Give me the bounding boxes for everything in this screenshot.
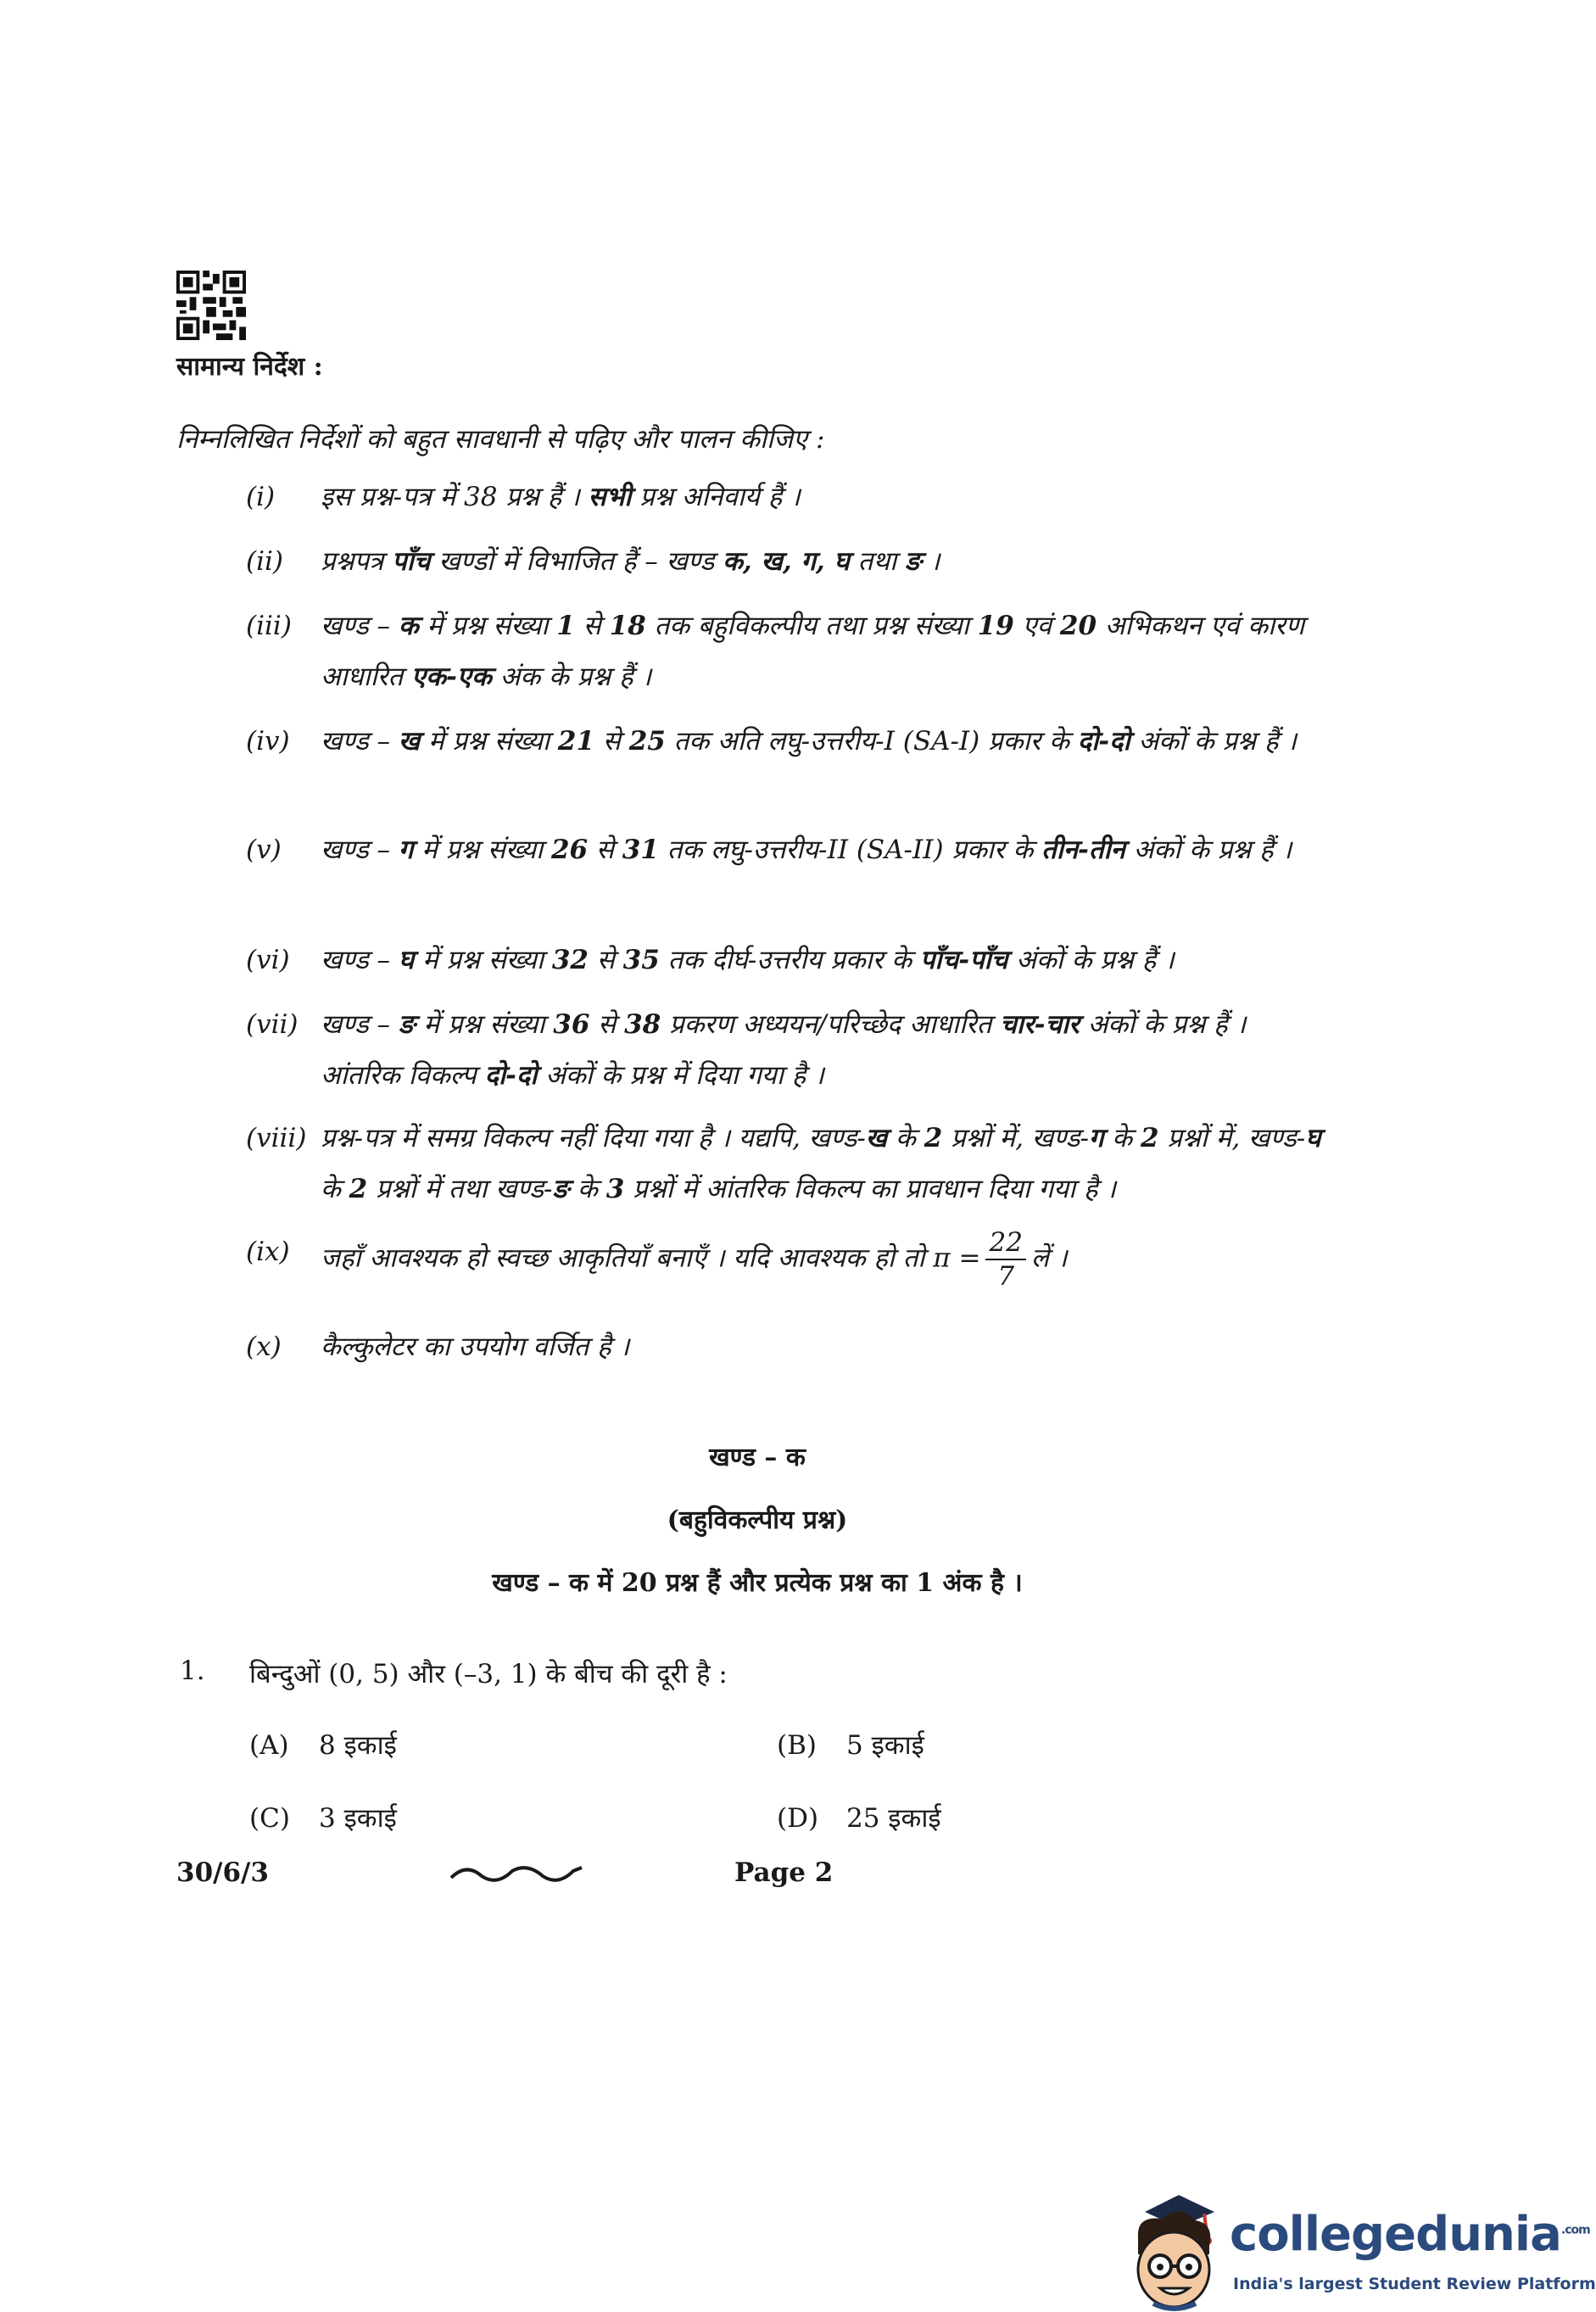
instruction-item (246, 600, 1323, 702)
instruction-number: (iv) (246, 726, 290, 757)
instruction-number: (v) (246, 835, 282, 865)
instruction-number: (vii) (246, 1009, 299, 1040)
instruction-item (246, 472, 1323, 522)
instruction-text: इस प्रश्न-पत्र में 38 प्रश्न हैं । सभी प्रश्न अनिवार्य हैं । (321, 482, 801, 512)
section-subtitle: (बहुविकल्पीय प्रश्न) (667, 1505, 848, 1535)
instructions-intro: निम्नलिखित निर्देशों को बहुत सावधानी से पढ़िए और पालन कीजिए : (176, 424, 825, 455)
paper-code: 30/6/3 (176, 1857, 269, 1888)
wavy-line-icon (449, 1861, 585, 1886)
question-text: बिन्दुओं (0, 5) और (–3, 1) के बीच की दूरी है : (249, 1659, 728, 1689)
general-instructions-heading: सामान्य निर्देश : (176, 352, 323, 382)
instruction-item (246, 1321, 1323, 1372)
instruction-text: जहाँ आवश्यक हो स्वच्छ आकृतियाँ बनाएँ । यदि आवश्यक हो तो π = $\frac{22}{7}$ लें । (321, 1227, 1068, 1292)
instruction-text: खण्ड – ग में प्रश्न संख्या 26 से 31 तक लघु-उत्तरीय-II (SA-II) प्रकार के तीन-तीन अंकों के प्रश्न हैं । (321, 835, 1292, 865)
pi-symbol: π = (933, 1243, 981, 1274)
section-title: खण्ड – क (709, 1443, 806, 1472)
instruction-item (246, 935, 1323, 986)
instruction-number: (ii) (246, 546, 284, 577)
instruction-item (246, 1226, 1323, 1293)
instruction-text: प्रश्नपत्र पाँच खण्डों में विभाजित हैं – खण्ड क, ख, ग, घ तथा ङ । (321, 546, 940, 577)
logo-name: collegedunia$^{.com}$ (1230, 2207, 1590, 2262)
fraction-22-over-7: $\frac{22}{7}$ (985, 1226, 1025, 1293)
instruction-text: प्रश्न-पत्र में समग्र विकल्प नहीं दिया गया है । यद्यपि, खण्ड-ख के 2 प्रश्नों में, खण्ड-ग के 2 प्रश्नों में, खण्ड-घ के 2 प्रश्नों में तथा खण्ड-ङ के 3 प्रश्नों में आंतरिक विकल्प का प्रावधान दिया गया है । (321, 1123, 1321, 1204)
instruction-text: खण्ड – घ में प्रश्न संख्या 32 से 35 तक दीर्घ-उत्तरीय प्रकार के पाँच-पाँच अंकों के प्रश्न हैं । (321, 945, 1175, 975)
question-number: 1. (180, 1656, 205, 1686)
instruction-number: (iii) (246, 611, 292, 641)
section-note: खण्ड – क में 20 प्रश्न हैं और प्रत्येक प्रश्न का 1 अंक है । (492, 1568, 1023, 1598)
option-b: (B) 5 इकाई (777, 1730, 924, 1761)
mascot-icon (1119, 2186, 1230, 2312)
instruction-number: (x) (246, 1332, 282, 1362)
instruction-item (246, 536, 1323, 587)
option-c: (C) 3 इकाई (249, 1803, 397, 1834)
instruction-text: खण्ड – ख में प्रश्न संख्या 21 से 25 तक अति लघु-उत्तरीय-I (SA-I) प्रकार के दो-दो अंकों के प्रश्न हैं । (321, 726, 1297, 757)
instruction-number: (viii) (246, 1123, 307, 1153)
instruction-item (246, 1113, 1323, 1215)
instruction-text: खण्ड – ङ में प्रश्न संख्या 36 से 38 प्रकरण अध्ययन/परिच्छेद आधारित चार-चार अंकों के प्रश्न हैं । आंतरिक विकल्प दो-दो अंकों के प्रश्न में दिया गया है । (321, 1009, 1247, 1091)
qr-code (176, 270, 246, 341)
page-number: Page 2 (734, 1857, 834, 1888)
instruction-text: कैल्कुलेटर का उपयोग वर्जित है । (321, 1332, 630, 1362)
logo-tagline: India's largest Student Review Platform (1233, 2275, 1596, 2293)
instruction-item (246, 824, 1323, 875)
instruction-item (246, 716, 1323, 767)
instruction-number: (vi) (246, 945, 290, 975)
option-d: (D) 25 इकाई (777, 1803, 941, 1834)
instruction-number: (i) (246, 482, 276, 512)
instruction-item (246, 999, 1323, 1101)
option-a: (A) 8 इकाई (249, 1730, 397, 1761)
instruction-text: खण्ड – क में प्रश्न संख्या 1 से 18 तक बहुविकल्पीय तथा प्रश्न संख्या 19 एवं 20 अभिकथन एवं कारण आधारित एक-एक अंक के प्रश्न हैं । (321, 611, 1305, 692)
instruction-number: (ix) (246, 1237, 290, 1267)
collegedunia-logo (1119, 2181, 1596, 2312)
